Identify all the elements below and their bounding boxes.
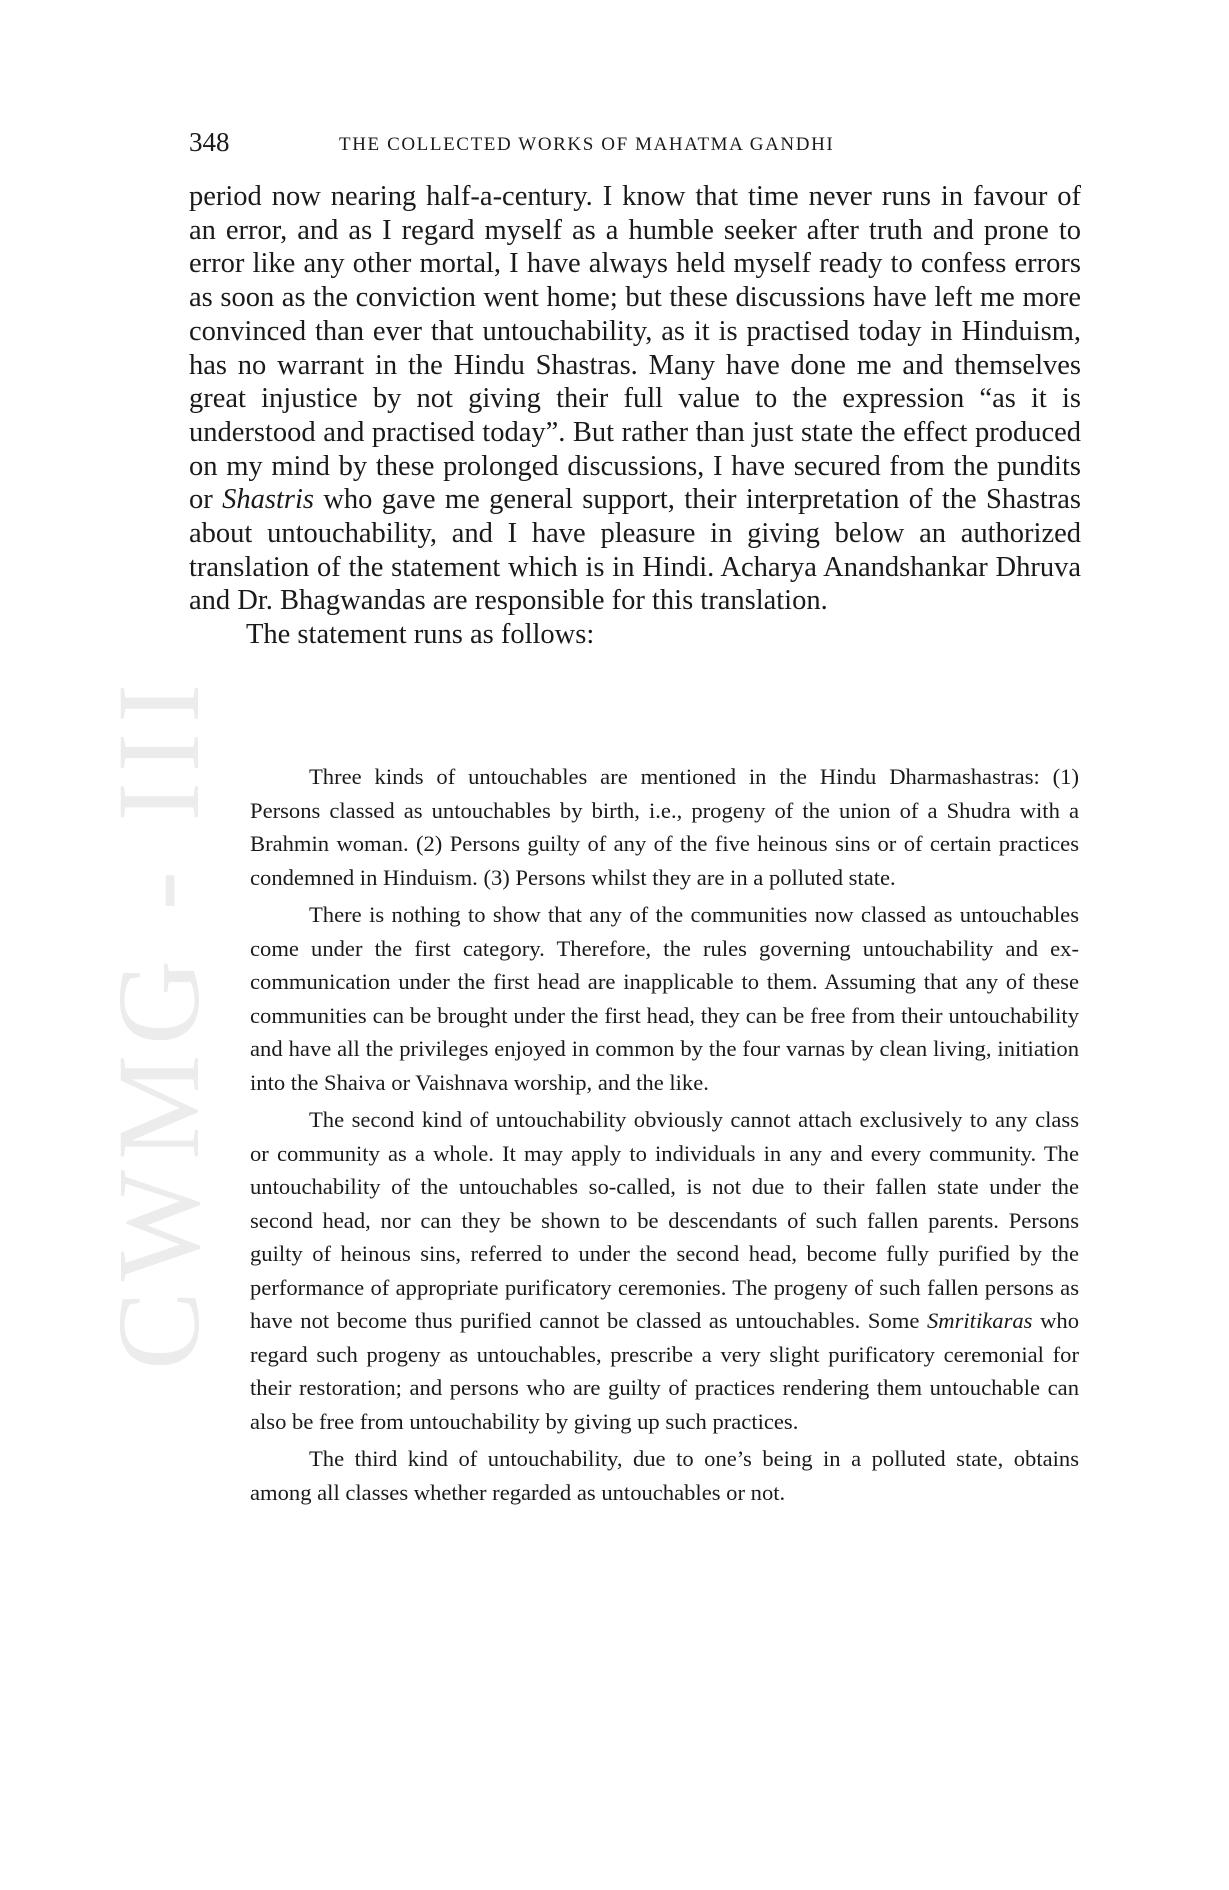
quote-paragraph-3: [250, 1103, 1079, 1438]
quote-paragraph-1: Three kinds of untouchables are mentioned in the Hindu Dharmashastras: (1) Persons classed as untouchables by birth, i.e., progeny of the union of a Shudra with a Brahmin woman. (2) Persons guilty of any of the five heinous sins or of certain practices condemned in Hinduism. (3) Persons whilst they are in a polluted state.: [250, 764, 1079, 890]
quoted-statement: [250, 760, 1079, 1513]
quote-paragraph-2: There is nothing to show that any of the communities now classed as untouchables come under the first category. Therefore, the rules governing untouchability and ex-communication under the first head are inapplicable to them. Assuming that any of these communities can be brought under the first head, they can be free from their untouchability and have all the privileges enjoyed in common by the four varnas by clean living, initiation into the Shaiva or Vaishnava worship, and the like.: [250, 902, 1079, 1095]
statement-lead-in: The statement runs as follows:: [246, 619, 595, 651]
quote-paragraph-3-part-b: who regard such progeny as untouchables, prescribe a very slight purificatory ceremonial for their restoration; and persons who are guilty of practices rendering them untouchable can also be free from untouchability by giving up such practices.: [250, 1308, 1080, 1434]
cwmg-watermark: [93, 540, 224, 1370]
page-header: [189, 126, 1079, 166]
body-paragraph-1-part-a: period now nearing half-a-century. I know that time never runs in favour of an error, and as I regard myself as a humble seeker after truth and prone to error like any other mortal, I have always held myself ready to confess errors as soon as the conviction went home; but these discussions have left me more convinced than ever that untouchability, as it is practised today in Hinduism, has no warrant in the Hindu Shastras. Many have done me and themselves great injustice by not giving their full value to the expression “as it is understood and practised today”. But rather than just state the effect produced on my mind by these prolonged discussions, I have secured from the pundits or: [189, 181, 1081, 516]
quote-paragraph-3-part-a: The second kind of untouchability obviously cannot attach exclusively to any class or community as a whole. It may apply to individuals in any and every community. The untouchability of the untouchables so-called, is not due to their fallen state under the second head, nor can they be shown to be descendants of such fallen parents. Persons guilty of heinous sins, referred to under the second head, become fully purified by the performance of appropriate purificatory ceremonies. The progeny of such fallen persons as have not become thus purified cannot be classed as untouchables. Some: [250, 1107, 1079, 1333]
quote-paragraph-4: The third kind of untouchability, due to one’s being in a polluted state, obtains among all classes whether regarded as untouchables or not.: [250, 1446, 1079, 1505]
watermark-graphic: [93, 540, 224, 1370]
body-paragraph-1-italic-shastris: Shastris: [222, 484, 314, 516]
running-title: THE COLLECTED WORKS OF MAHATMA GANDHI: [339, 134, 835, 155]
main-text: [189, 180, 1081, 652]
body-paragraph-1: [189, 180, 1081, 618]
body-paragraph-1-part-b: who gave me general support, their interpretation of the Shastras about untouchability, and I have pleasure in giving below an authorized translation of the statement which is in Hindi. Acharya Anandshankar Dhruva and Dr. Bhagwandas are responsible for this translation.: [189, 484, 1082, 617]
page-number: 348: [189, 127, 230, 157]
watermark-text: CWMG - III: [93, 673, 224, 1370]
quote-paragraph-3-italic-smritikaras: Smritikaras: [927, 1308, 1033, 1333]
